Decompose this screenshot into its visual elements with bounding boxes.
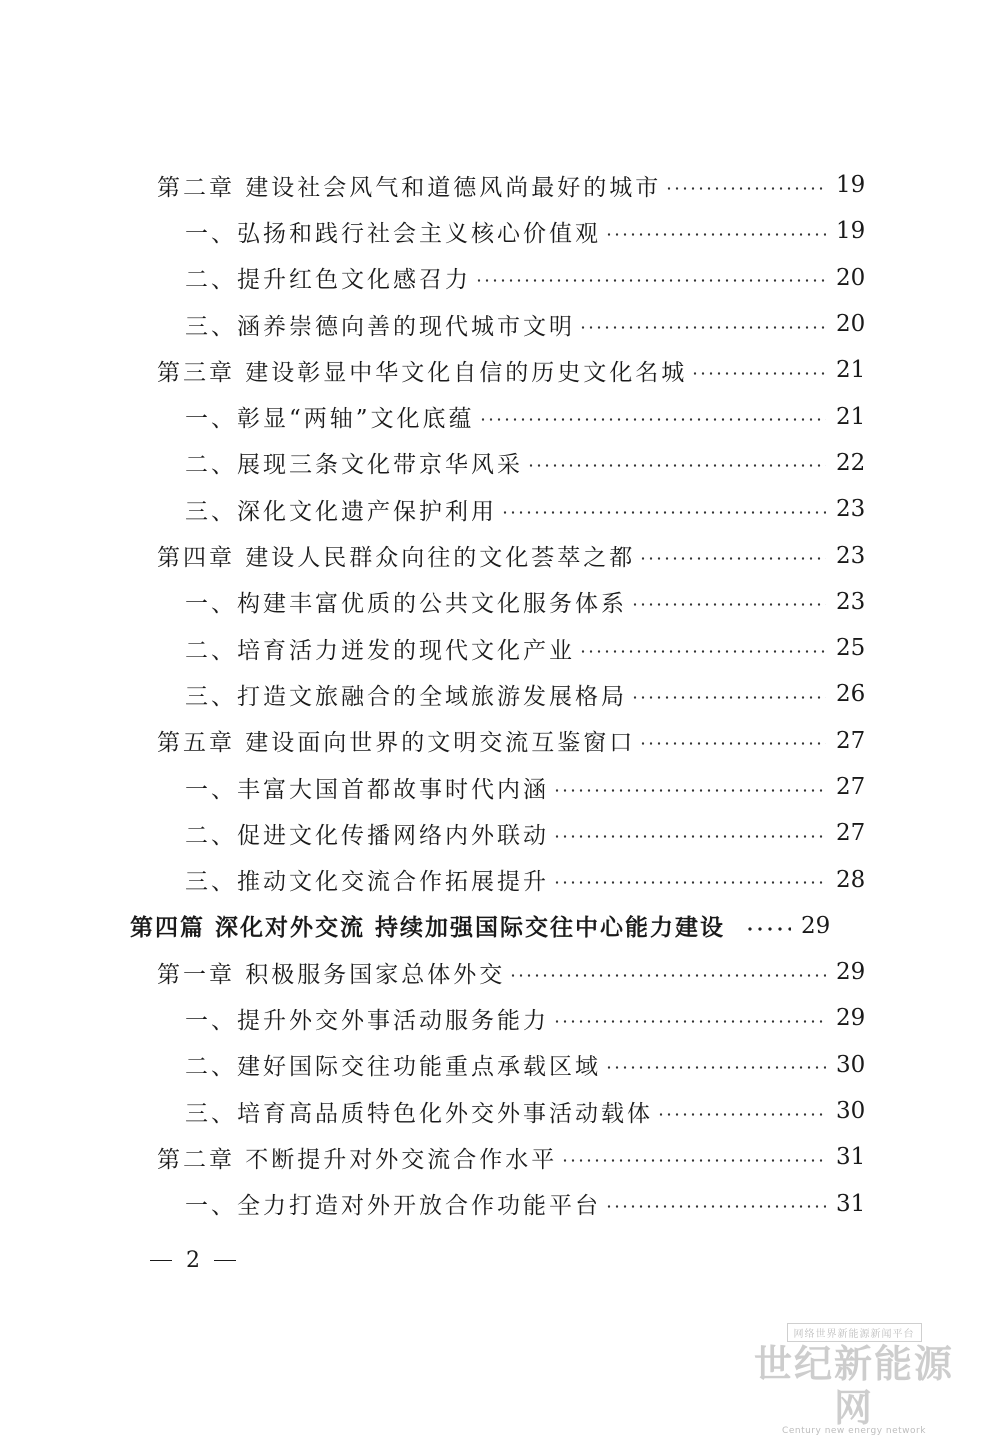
toc-dot-leader — [501, 511, 826, 514]
toc-dot-leader — [605, 1066, 826, 1069]
toc-dot-leader — [509, 974, 826, 977]
toc-dot-leader — [605, 233, 826, 236]
toc-entry-section[interactable] — [0, 810, 992, 856]
toc-entry-title: 三、打造文旅融合的全域旅游发展格局 — [185, 683, 627, 710]
toc-entry-chapter[interactable] — [0, 532, 992, 578]
toc-dot-leader — [553, 789, 826, 792]
watermark-subtitle: Century new energy network — [782, 1426, 926, 1436]
toc-entry-chapter[interactable] — [0, 949, 992, 995]
toc-entry-section[interactable] — [0, 579, 992, 625]
watermark-logo — [754, 1322, 954, 1436]
toc-entry-chapter[interactable] — [0, 162, 992, 208]
toc-entry-page: 21 — [836, 403, 866, 430]
toc-entry-title: 三、推动文化交流合作拓展提升 — [185, 869, 549, 896]
toc-entry-title: 三、培育高品质特色化外交外事活动载体 — [185, 1100, 653, 1127]
toc-entry-section[interactable] — [0, 625, 992, 671]
toc-entry-title: 一、弘扬和践行社会主义核心价值观 — [185, 220, 601, 247]
toc-entry-section[interactable] — [0, 486, 992, 532]
toc-dot-leader — [639, 557, 826, 560]
toc-entry-chapter[interactable] — [0, 347, 992, 393]
page-number — [150, 1248, 236, 1273]
toc-entry-page: 26 — [836, 681, 866, 708]
toc-entry-title: 一、构建丰富优质的公共文化服务体系 — [185, 591, 627, 618]
toc-entry-title: 二、培育活力迸发的现代文化产业 — [185, 637, 575, 664]
toc-entry-section[interactable] — [0, 995, 992, 1041]
toc-entry-title: 第四篇 深化对外交流 持续加强国际交往中心能力建设 — [130, 915, 726, 942]
toc-entry-title: 第一章 积极服务国家总体外交 — [157, 961, 506, 988]
toc-dot-leader — [605, 1205, 826, 1208]
toc-entry-page: 23 — [836, 588, 866, 615]
toc-dot-leader — [657, 1113, 826, 1116]
toc-dot-leader — [745, 927, 791, 931]
toc-entry-page: 29 — [836, 1005, 866, 1032]
toc-dot-leader — [691, 372, 826, 375]
toc-entry-page: 29 — [836, 959, 866, 986]
toc-entry-page: 30 — [836, 1051, 866, 1078]
toc-dot-leader — [475, 279, 826, 282]
watermark-title: 世纪新能源网 — [754, 1341, 955, 1430]
toc-dot-leader — [553, 881, 826, 884]
toc-dot-leader — [579, 650, 826, 653]
toc-dot-leader — [479, 418, 826, 421]
toc-entry-page: 27 — [836, 820, 866, 847]
toc-entry-section[interactable] — [0, 1042, 992, 1088]
toc-entry-title: 三、深化文化遗产保护利用 — [185, 498, 497, 525]
toc-entry-section[interactable] — [0, 764, 992, 810]
toc-entry-section[interactable] — [0, 393, 992, 439]
toc-entry-section[interactable] — [0, 301, 992, 347]
toc-entry-title: 一、全力打造对外开放合作功能平台 — [185, 1193, 601, 1220]
toc-entry-page: 20 — [836, 264, 866, 291]
toc-entry-page: 23 — [836, 542, 866, 569]
dash-left — [150, 1260, 172, 1262]
toc-entry-page: 23 — [836, 496, 866, 523]
toc-dot-leader — [553, 1020, 826, 1023]
watermark-tagline: 网络世界新能源新闻平台 — [787, 1323, 922, 1342]
toc-entry-title: 二、建好国际交往功能重点承载区域 — [185, 1054, 601, 1081]
toc-entry-page: 20 — [836, 311, 866, 338]
toc-entry-section[interactable] — [0, 856, 992, 902]
toc-entry-title: 一、彰显“两轴”文化底蕴 — [185, 406, 475, 433]
toc-entry-section[interactable] — [0, 255, 992, 301]
toc-entry-title: 第二章 不断提升对外交流合作水平 — [157, 1146, 558, 1173]
toc-entry-page: 22 — [836, 449, 866, 476]
toc-entry-page: 27 — [836, 774, 866, 800]
toc-entry-section[interactable] — [0, 440, 992, 486]
toc-entry-part[interactable] — [0, 903, 992, 949]
toc-entry-page: 27 — [836, 727, 866, 754]
toc-entry-title: 二、促进文化传播网络内外联动 — [185, 822, 549, 849]
toc-entry-section[interactable] — [0, 1181, 992, 1227]
toc-entry-page: 21 — [836, 357, 866, 384]
toc-entry-title: 二、展现三条文化带京华风采 — [185, 452, 523, 479]
toc-entry-title: 第五章 建设面向世界的文明交流互鉴窗口 — [157, 730, 636, 757]
toc-entry-page: 31 — [836, 1144, 866, 1171]
dash-right — [214, 1260, 236, 1262]
toc-entry-chapter[interactable] — [0, 1134, 992, 1180]
toc-dot-leader — [527, 464, 826, 467]
toc-entry-page: 25 — [836, 635, 866, 662]
toc-dot-leader — [639, 742, 826, 745]
toc-entry-section[interactable] — [0, 1088, 992, 1134]
toc-entry-page: 29 — [801, 912, 831, 939]
toc-entry-title: 第三章 建设彰显中华文化自信的历史文化名城 — [157, 359, 688, 386]
toc-entry-page: 31 — [836, 1190, 866, 1217]
toc-entry-title: 二、提升红色文化感召力 — [185, 267, 471, 294]
toc-entry-title: 一、丰富大国首都故事时代内涵 — [185, 776, 549, 803]
toc-entry-page: 28 — [836, 866, 866, 893]
toc-entry-title: 第四章 建设人民群众向往的文化荟萃之都 — [157, 545, 636, 572]
toc-dot-leader — [553, 835, 826, 838]
toc-entry-title: 第二章 建设社会风气和道德风尚最好的城市 — [157, 174, 662, 201]
toc-dot-leader — [561, 1159, 826, 1162]
toc-dot-leader — [631, 696, 826, 699]
toc-entry-page: 19 — [836, 218, 866, 245]
toc-dot-leader — [665, 187, 826, 190]
toc-entry-title: 一、提升外交外事活动服务能力 — [185, 1007, 549, 1034]
toc-entry-page: 30 — [836, 1098, 866, 1125]
page-number-value: 2 — [186, 1248, 200, 1273]
table-of-contents — [0, 162, 992, 1227]
toc-entry-page: 19 — [836, 172, 866, 199]
toc-entry-title: 三、涵养崇德向善的现代城市文明 — [185, 313, 575, 340]
toc-entry-section[interactable] — [0, 208, 992, 254]
toc-dot-leader — [579, 326, 826, 329]
toc-dot-leader — [631, 603, 826, 606]
toc-entry-section[interactable] — [0, 671, 992, 717]
toc-entry-chapter[interactable] — [0, 718, 992, 764]
